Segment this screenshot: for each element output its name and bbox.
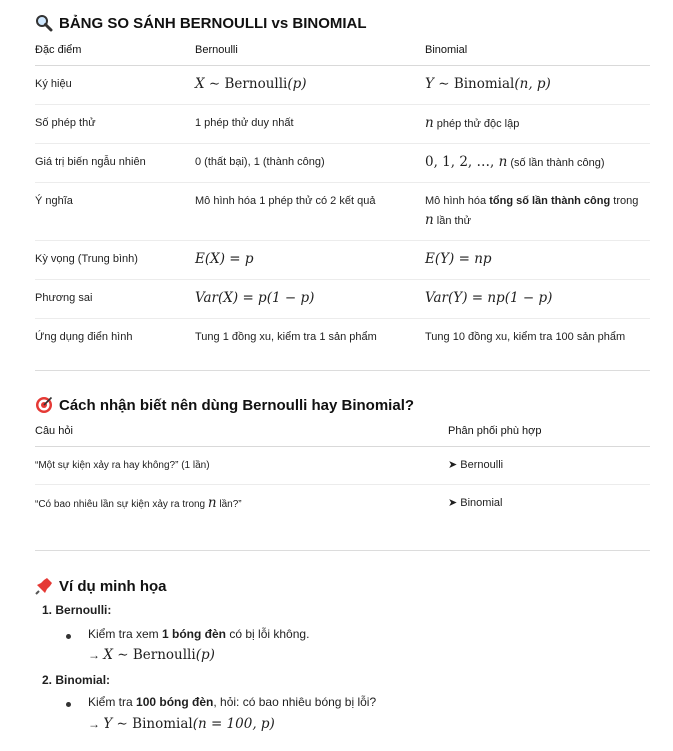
bernoulli-trials: 1 phép thử duy nhất [195,105,425,144]
row-label: Phương sai [35,280,195,319]
binomial-notation: Y ∼ Binomial(n, p) [425,66,650,105]
section1-title: BẢNG SO SÁNH BERNOULLI vs BINOMIAL [59,14,367,32]
section3-title: Ví dụ minh họa [59,577,167,595]
bernoulli-values: 0 (thất bại), 1 (thành công) [195,144,425,183]
bernoulli-variance: Var(X) = p(1 − p) [195,280,425,319]
binomial-expectation: E(Y) = np [425,241,650,280]
row-label: Ứng dụng điển hình [35,331,133,343]
binomial-trials: n phép thử độc lập [425,105,650,144]
table-row [35,319,650,357]
pushpin-icon [35,577,53,595]
row-label: Ký hiệu [35,66,195,105]
bernoulli-meaning: Mô hình hóa 1 phép thử có 2 kết quả [195,183,425,241]
divider [35,370,650,371]
table-row [35,485,650,524]
bernoulli-notation: X ∼ Bernoulli(p) [195,66,425,105]
recognition-table [35,425,650,523]
answer-1: ➤ Bernoulli [448,447,650,485]
section3-heading [35,577,650,595]
header-bernoulli: Bernoulli [195,44,425,66]
target-icon [35,396,53,414]
example-item: 1. Bernoulli: Kiểm tra xem 1 bóng đèn có bị lỗi không. → X ∼ Bernoulli(p) [42,603,310,663]
table-row [35,105,650,144]
arrow-icon: ➤ [448,497,458,509]
binomial-values: 0, 1, 2, …, n (số lần thành công) [425,144,650,183]
example-item: 2. Binomial: Kiểm tra 100 bóng đèn, hỏi: có bao nhiêu bóng bị lỗi? → Y ∼ Binomial(n = 100, p) [42,673,377,732]
binomial-variance: Var(Y) = np(1 − p) [425,280,650,319]
row-label: Ý nghĩa [35,183,195,241]
bernoulli-application: Tung 1 đồng xu, kiểm tra 1 sản phẩm [195,331,377,343]
table-row [35,183,650,241]
question-2: “Có bao nhiêu lần sự kiện xảy ra trong n lần?” [35,495,242,511]
magnifier-icon [35,14,53,32]
header-distribution: Phân phối phù hợp [448,425,650,447]
section2-title: Cách nhận biết nên dùng Bernoulli hay Binomial? [59,396,415,414]
binomial-application: Tung 10 đồng xu, kiểm tra 100 sản phẩm [425,331,626,343]
answer-2: ➤ Binomial [448,497,503,509]
table-row [35,447,650,485]
table-row [35,66,650,105]
binomial-meaning: Mô hình hóa tổng số lần thành công trong n lần thử [425,183,650,241]
table-row [35,144,650,183]
row-label: Giá trị biến ngẫu nhiên [35,144,195,183]
section1-heading [35,14,650,32]
row-label: Số phép thử [35,105,195,144]
divider [35,550,650,551]
question-1: “Một sự kiện xảy ra hay không?” (1 lần) [35,447,448,485]
table-row [35,241,650,280]
header-feature: Đặc điểm [35,44,195,66]
header-binomial: Binomial [425,44,650,66]
section2-heading [35,396,650,414]
arrow-icon: ➤ [448,459,458,471]
comparison-table [35,44,650,356]
header-question: Câu hỏi [35,425,448,447]
bernoulli-expectation: E(X) = p [195,241,425,280]
table-row [35,280,650,319]
row-label: Kỳ vọng (Trung bình) [35,241,195,280]
